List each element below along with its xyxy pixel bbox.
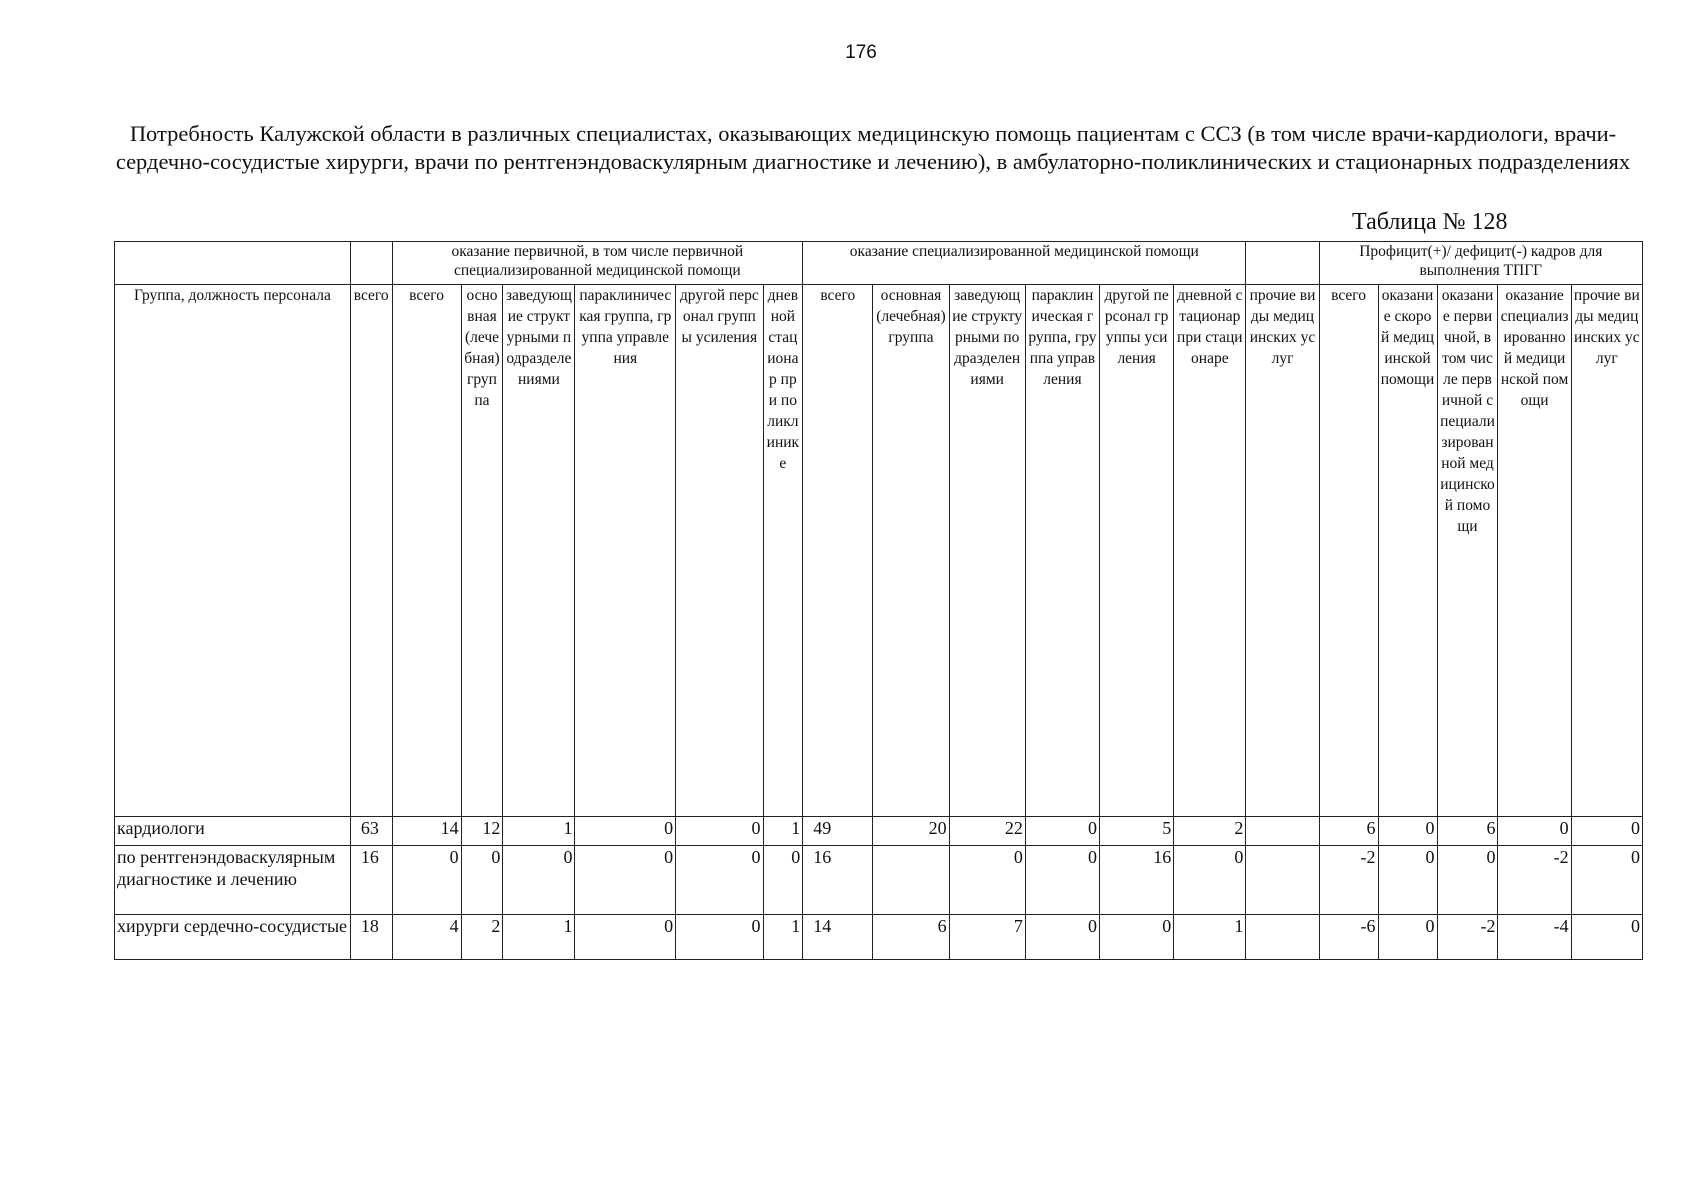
table-cell: 0 <box>676 915 763 960</box>
table-cell: 2 <box>461 915 503 960</box>
table-cell <box>873 846 949 915</box>
table-cell: 0 <box>949 846 1025 915</box>
column-header: другой персонал группы усиления <box>676 285 763 817</box>
table-cell: 1 <box>503 915 575 960</box>
table-cell: 0 <box>763 846 803 915</box>
page-number: 176 <box>845 42 877 63</box>
table-cell: 0 <box>575 817 676 846</box>
table-cell: 20 <box>873 817 949 846</box>
column-header: оказание скорой медицинской помощи <box>1378 285 1437 817</box>
column-header: всего <box>350 285 392 817</box>
table-cell <box>1246 817 1319 846</box>
table-cell: 0 <box>1378 817 1437 846</box>
table-cell: 0 <box>1437 846 1498 915</box>
table-cell: 16 <box>803 846 873 915</box>
table-caption: Таблица № 128 <box>1352 209 1508 235</box>
table-cell: 1 <box>763 817 803 846</box>
row-name: хирурги сердечно-сосудистые <box>115 915 351 960</box>
table-cell: 2 <box>1174 817 1246 846</box>
table-cell: 0 <box>1498 817 1571 846</box>
column-header: всего <box>803 285 873 817</box>
table-cell: 0 <box>1378 846 1437 915</box>
group-header-primary: оказание первичной, в том числе первичной специализированной медицинской помощи <box>392 242 803 285</box>
table-cell: 4 <box>392 915 461 960</box>
table-cell: 1 <box>1174 915 1246 960</box>
table-cell: 18 <box>350 915 392 960</box>
table-cell: 0 <box>1100 915 1174 960</box>
table-cell: 0 <box>676 846 763 915</box>
group-header-empty <box>1246 242 1319 285</box>
group-header-row <box>115 242 1643 285</box>
table-cell: 49 <box>803 817 873 846</box>
column-header: дневной стационар при стационаре <box>1174 285 1246 817</box>
table-cell: 6 <box>1437 817 1498 846</box>
table-cell: 0 <box>1571 817 1642 846</box>
row-name: по рентгенэндоваскулярным диагностике и лечению <box>115 846 351 915</box>
table-cell: 14 <box>392 817 461 846</box>
table-cell: 6 <box>873 915 949 960</box>
table-cell: 0 <box>1025 817 1099 846</box>
table-cell: 0 <box>1571 846 1642 915</box>
staffing-table <box>114 241 1643 960</box>
table-cell: -2 <box>1319 846 1378 915</box>
table-cell: 5 <box>1100 817 1174 846</box>
table-cell: 0 <box>1571 915 1642 960</box>
table-cell: 12 <box>461 817 503 846</box>
column-header: параклиническая группа, группа управления <box>1025 285 1099 817</box>
table-cell: -2 <box>1437 915 1498 960</box>
table-cell: 0 <box>676 817 763 846</box>
table-cell: -2 <box>1498 846 1571 915</box>
table-cell: 16 <box>350 846 392 915</box>
column-header: дневной стационар при поликлинике <box>763 285 803 817</box>
table-cell: 1 <box>503 817 575 846</box>
column-header-row <box>115 285 1643 817</box>
row-name: кардиологи <box>115 817 351 846</box>
group-header-balance: Профицит(+)/ дефицит(-) кадров для выполнения ТПГГ <box>1319 242 1642 285</box>
column-header: параклиническая группа, группа управления <box>575 285 676 817</box>
table-cell: 0 <box>1174 846 1246 915</box>
column-header: основная (лечебная) группа <box>873 285 949 817</box>
table-cell: -4 <box>1498 915 1571 960</box>
table-cell: 0 <box>1025 915 1099 960</box>
table-cell: 6 <box>1319 817 1378 846</box>
group-header-specialized: оказание специализированной медицинской помощи <box>803 242 1246 285</box>
table-cell: 7 <box>949 915 1025 960</box>
column-header: оказание специализированной медицинской помощи <box>1498 285 1571 817</box>
table-cell: 14 <box>803 915 873 960</box>
column-header: прочие виды медицинских услуг <box>1571 285 1642 817</box>
table-cell: 16 <box>1100 846 1174 915</box>
column-header: оказание первичной, в том числе первичной специализированной медицинской помощи <box>1437 285 1498 817</box>
column-header: Группа, должность персонала <box>115 285 351 817</box>
table-cell: 0 <box>392 846 461 915</box>
table-cell: 0 <box>1025 846 1099 915</box>
table-row <box>115 915 1643 960</box>
table-cell: 0 <box>575 846 676 915</box>
table-cell: 22 <box>949 817 1025 846</box>
column-header: заведующие структурными подразделениями <box>949 285 1025 817</box>
table-cell: -6 <box>1319 915 1378 960</box>
column-header: заведующие структурными подразделениями <box>503 285 575 817</box>
document-title: Потребность Калужской области в различных специалистах, оказывающих медицинскую помощь пациентам с ССЗ (в том числе врачи-кардиологи, врачи-сердечно-сосудистые хирурги, врачи по рентгенэндоваскулярным диагностике и лечению), в амбулаторно-поликлинических и стационарных подразделениях <box>115 121 1631 174</box>
column-header: всего <box>392 285 461 817</box>
group-header-empty <box>350 242 392 285</box>
table-cell <box>1246 846 1319 915</box>
column-header: всего <box>1319 285 1378 817</box>
column-header: прочие виды медицинских услуг <box>1246 285 1319 817</box>
table-cell <box>1246 915 1319 960</box>
table-row <box>115 817 1643 846</box>
table-row <box>115 846 1643 915</box>
table-cell: 0 <box>575 915 676 960</box>
table-cell: 1 <box>763 915 803 960</box>
table-cell: 0 <box>461 846 503 915</box>
table-cell: 63 <box>350 817 392 846</box>
table-cell: 0 <box>503 846 575 915</box>
column-header: другой персонал группы усиления <box>1100 285 1174 817</box>
column-header: основная (лечебная) группа <box>461 285 503 817</box>
table-cell: 0 <box>1378 915 1437 960</box>
group-header-empty <box>115 242 351 285</box>
